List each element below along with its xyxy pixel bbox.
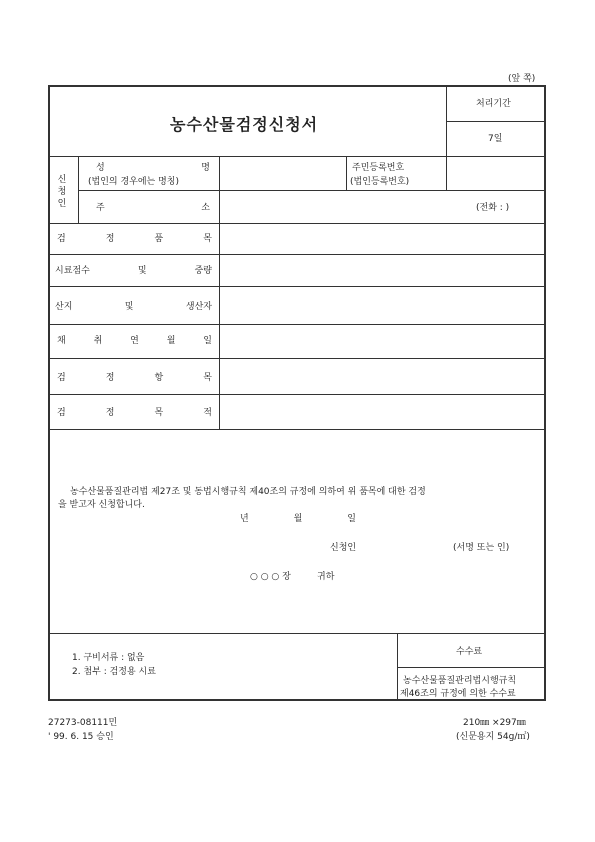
form-number: 27273-08111민 (48, 718, 118, 728)
approval-note: ' 99. 6. 15 승인 (48, 732, 114, 742)
applicant-sign-label: 신청인 (330, 543, 357, 553)
paper-type: (신문용지 54g/㎡) (456, 732, 530, 742)
attachment-item-2: 2. 첨부 : 검정용 시료 (72, 667, 156, 677)
phone-label: (전화 : ) (476, 203, 510, 213)
resident-id-sub-label: (법인등록번호) (350, 177, 410, 187)
fee-text-line-2: 제46조의 규정에 의한 수수료 (400, 689, 516, 699)
field-label-inspection-items: 검 정 항 목 (57, 373, 212, 383)
paper-size: 210㎜ ×297㎜ (463, 718, 526, 728)
attachment-item-1: 1. 구비서류 : 없음 (72, 653, 145, 663)
field-label-inspection-item: 검 정 품 목 (57, 234, 212, 244)
fee-label: 수수료 (456, 647, 483, 657)
address-label: 주 소 (96, 203, 210, 213)
field-label-origin-producer: 산지 및 생산자 (55, 302, 212, 312)
field-label-inspection-purpose: 검 정 목 적 (57, 408, 212, 418)
field-value-inspection-item[interactable] (221, 225, 543, 253)
form-title: 농수산물검정신청서 (170, 115, 319, 134)
name-field[interactable] (221, 158, 345, 190)
address-field[interactable] (221, 192, 471, 222)
processing-period-value: 7일 (488, 134, 503, 144)
statement-line-1: 농수산물품질관리법 제27조 및 동법시행규칙 제40조의 규정에 의하여 위 품목에 대한 검정 (70, 487, 426, 497)
name-label: 성 명 (96, 163, 210, 173)
statement-line-2: 을 받고자 신청합니다. (58, 500, 145, 510)
applicant-section-label: 신 청 인 (57, 175, 67, 209)
field-value-sample-count-weight[interactable] (221, 256, 543, 285)
field-value-origin-producer[interactable] (221, 288, 543, 323)
application-date: 년 월 일 (240, 514, 356, 524)
resident-id-label: 주민등록번호 (352, 163, 405, 173)
field-value-collection-date[interactable] (221, 326, 543, 357)
addressee-suffix: 귀하 (317, 572, 335, 582)
fee-text-line-1: 농수산물품질관리법시행규칙 (403, 676, 517, 686)
field-value-inspection-purpose[interactable] (221, 396, 543, 428)
resident-id-field[interactable] (448, 158, 544, 190)
name-sub-label: (법인의 경우에는 명칭) (88, 177, 179, 187)
processing-period-label: 처리기간 (476, 99, 511, 109)
page-side-note: (앞 쪽) (508, 74, 536, 84)
field-label-sample-count-weight: 시료점수 및 중량 (55, 266, 212, 276)
addressee: ○ ○ ○ 장 (250, 572, 291, 582)
field-value-inspection-items[interactable] (221, 360, 543, 393)
signature-label: (서명 또는 인) (453, 543, 510, 553)
field-label-collection-date: 채 취 연 월 일 (57, 336, 212, 346)
